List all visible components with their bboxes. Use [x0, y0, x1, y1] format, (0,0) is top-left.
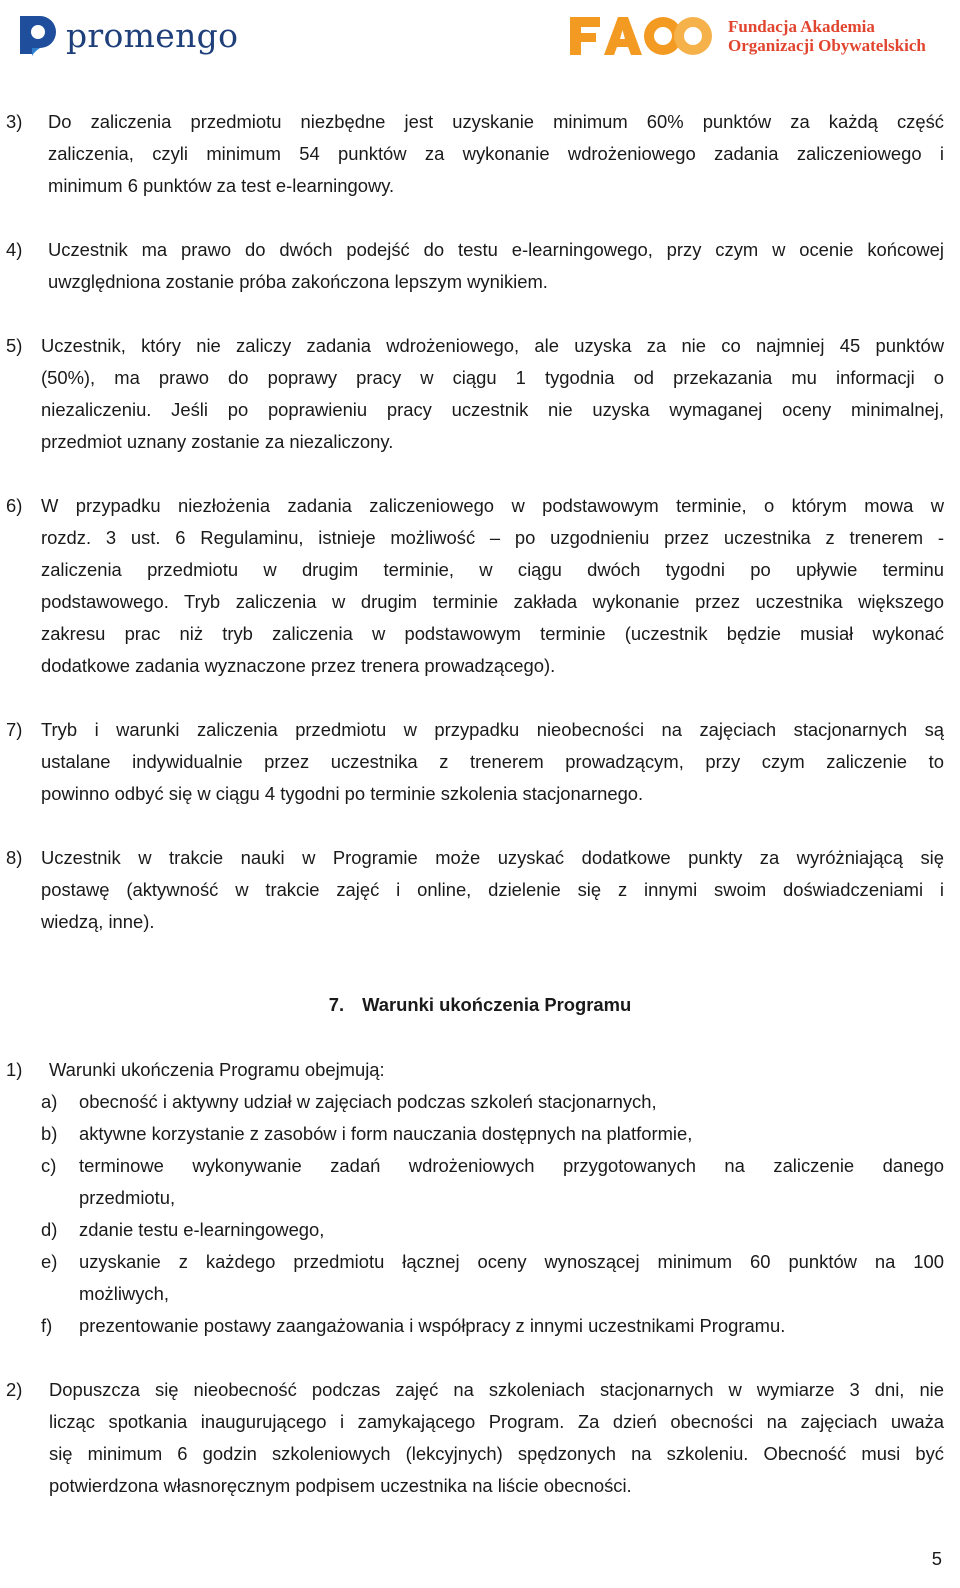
- item-8-line-1: Uczestnik w trakcie nauki w Programie może uzyskać dodatkowe punkty za wyróżniającą się: [41, 847, 944, 868]
- item-6-line-5: zakresu prac niż tryb zaliczenia w podstawowym terminie (uczestnik będzie musiał wykonać: [41, 623, 944, 644]
- item-3-line-3: minimum 6 punktów za test e-learningowy.: [48, 175, 395, 196]
- item-6-line-2: rozdz. 3 ust. 6 Regulaminu, istnieje możliwość – po uzgodnieniu przez uczestnika z trenerem -: [41, 527, 944, 548]
- item-5-line-3: niezaliczeniu. Jeśli po poprawieniu pracy uczestnik nie uzyska wymaganej oceny minimalnej,: [41, 399, 944, 420]
- section-number: 7.: [328, 994, 345, 1015]
- item-3-line-1: Do zaliczenia przedmiotu niezbędne jest uzyskanie minimum 60% punktów za każdą część: [48, 111, 944, 132]
- item-6-line-6: dodatkowe zadania wyznaczone przez trenera prowadzącego).: [41, 655, 556, 676]
- sub-item-letter: d): [41, 1219, 58, 1240]
- item-number: 6): [6, 495, 23, 516]
- bottom-item-2-line-3: się minimum 6 godzin szkoleniowych (lekcyjnych) spędzonych na szkoleniu. Obecność musi być: [49, 1443, 944, 1464]
- page-number: 5: [931, 1548, 942, 1569]
- sub-item-c-line-1: terminowe wykonywanie zadań wdrożeniowych przygotowanych na zaliczenie danego: [79, 1155, 944, 1176]
- promengo-wordmark: promengo: [66, 15, 239, 55]
- section-title: Warunki ukończenia Programu: [362, 994, 632, 1015]
- sub-item-letter: f): [41, 1315, 53, 1336]
- item-number: 2): [6, 1379, 23, 1400]
- faoo-logo: [570, 14, 926, 58]
- bottom-item-1-line-1: Warunki ukończenia Programu obejmują:: [49, 1059, 385, 1080]
- item-number: 4): [6, 239, 23, 260]
- sub-item-letter: b): [41, 1123, 58, 1144]
- item-7-line-2: ustalane indywidualnie przez uczestnika z trenerem prowadzącym, przy czym zaliczenie to: [41, 751, 944, 772]
- item-4-line-2: uwzględniona zostanie próba zakończona lepszym wynikiem.: [48, 271, 548, 292]
- faoo-org-line-1: Fundacja Akademia: [728, 17, 875, 36]
- item-number: 3): [6, 111, 23, 132]
- bottom-item-2-line-1: Dopuszcza się nieobecność podczas zajęć na szkoleniach stacjonarnych w wymiarze 3 dni, nie: [49, 1379, 944, 1400]
- sub-item-d-text: zdanie testu e-learningowego,: [79, 1219, 325, 1240]
- item-7-line-3: powinno odbyć się w ciągu 4 tygodni po terminie szkolenia stacjonarnego.: [41, 783, 644, 804]
- sub-item-letter: e): [41, 1251, 58, 1272]
- sub-item-letter: c): [41, 1155, 57, 1176]
- promengo-logo: [14, 12, 238, 58]
- sub-item-e-line-2: możliwych,: [79, 1283, 169, 1304]
- sub-item-b-text: aktywne korzystanie z zasobów i form nauczania dostępnych na platformie,: [79, 1123, 693, 1144]
- item-5-line-2: (50%), ma prawo do poprawy pracy w ciągu 1 tygodnia od przekazania mu informacji o: [41, 367, 944, 388]
- sub-item-e-line-1: uzyskanie z każdego przedmiotu łącznej oceny wynoszącej minimum 60 punktów na 100: [79, 1251, 944, 1272]
- faoo-mark-icon: [570, 15, 714, 57]
- sub-item-letter: a): [41, 1091, 58, 1112]
- page-header: [0, 0, 960, 70]
- item-6-line-1: W przypadku niezłożenia zadania zaliczeniowego w podstawowym terminie, o którym mowa w: [41, 495, 944, 516]
- bottom-item-2-line-4: potwierdzona własnoręcznym podpisem uczestnika na liście obecności.: [49, 1475, 632, 1496]
- sub-item-a-text: obecność i aktywny udział w zajęciach podczas szkoleń stacjonarnych,: [79, 1091, 657, 1112]
- item-number: 5): [6, 335, 23, 356]
- item-5-line-4: przedmiot uznany zostanie za niezaliczony.: [41, 431, 394, 452]
- item-3-line-2: zaliczenia, czyli minimum 54 punktów za wykonanie wdrożeniowego zadania zaliczeniowego i: [48, 143, 944, 164]
- item-number: 1): [6, 1059, 23, 1080]
- item-7-line-1: Tryb i warunki zaliczenia przedmiotu w przypadku nieobecności na zajęciach stacjonarnych są: [41, 719, 944, 740]
- item-5-line-1: Uczestnik, który nie zaliczy zadania wdrożeniowego, ale uzyska za nie co najmniej 45 punktów: [41, 335, 944, 356]
- section-heading: [0, 994, 960, 1016]
- promengo-mark-icon: [14, 12, 60, 58]
- item-8-line-2: postawę (aktywność w trakcie zajęć i online, dzielenie się z innymi swoim doświadczeniami i: [41, 879, 944, 900]
- item-number: 8): [6, 847, 23, 868]
- item-6-line-3: zaliczenia przedmiotu w drugim terminie, w ciągu dwóch tygodni po upływie terminu: [41, 559, 944, 580]
- item-4-line-1: Uczestnik ma prawo do dwóch podejść do testu e-learningowego, przy czym w ocenie końcowej: [48, 239, 944, 260]
- sub-item-f-text: prezentowanie postawy zaangażowania i współpracy z innymi uczestnikami Programu.: [79, 1315, 786, 1336]
- faoo-org-name: [728, 17, 926, 55]
- sub-item-c-line-2: przedmiotu,: [79, 1187, 176, 1208]
- item-8-line-3: wiedzą, inne).: [41, 911, 155, 932]
- bottom-item-2-line-2: licząc spotkania inaugurującego i zamykającego Program. Za dzień obecności na zajęciach uważa: [49, 1411, 944, 1432]
- faoo-org-line-2: Organizacji Obywatelskich: [728, 36, 926, 55]
- item-6-line-4: podstawowego. Tryb zaliczenia w drugim terminie zakłada wykonanie przez uczestnika większego: [41, 591, 944, 612]
- item-number: 7): [6, 719, 23, 740]
